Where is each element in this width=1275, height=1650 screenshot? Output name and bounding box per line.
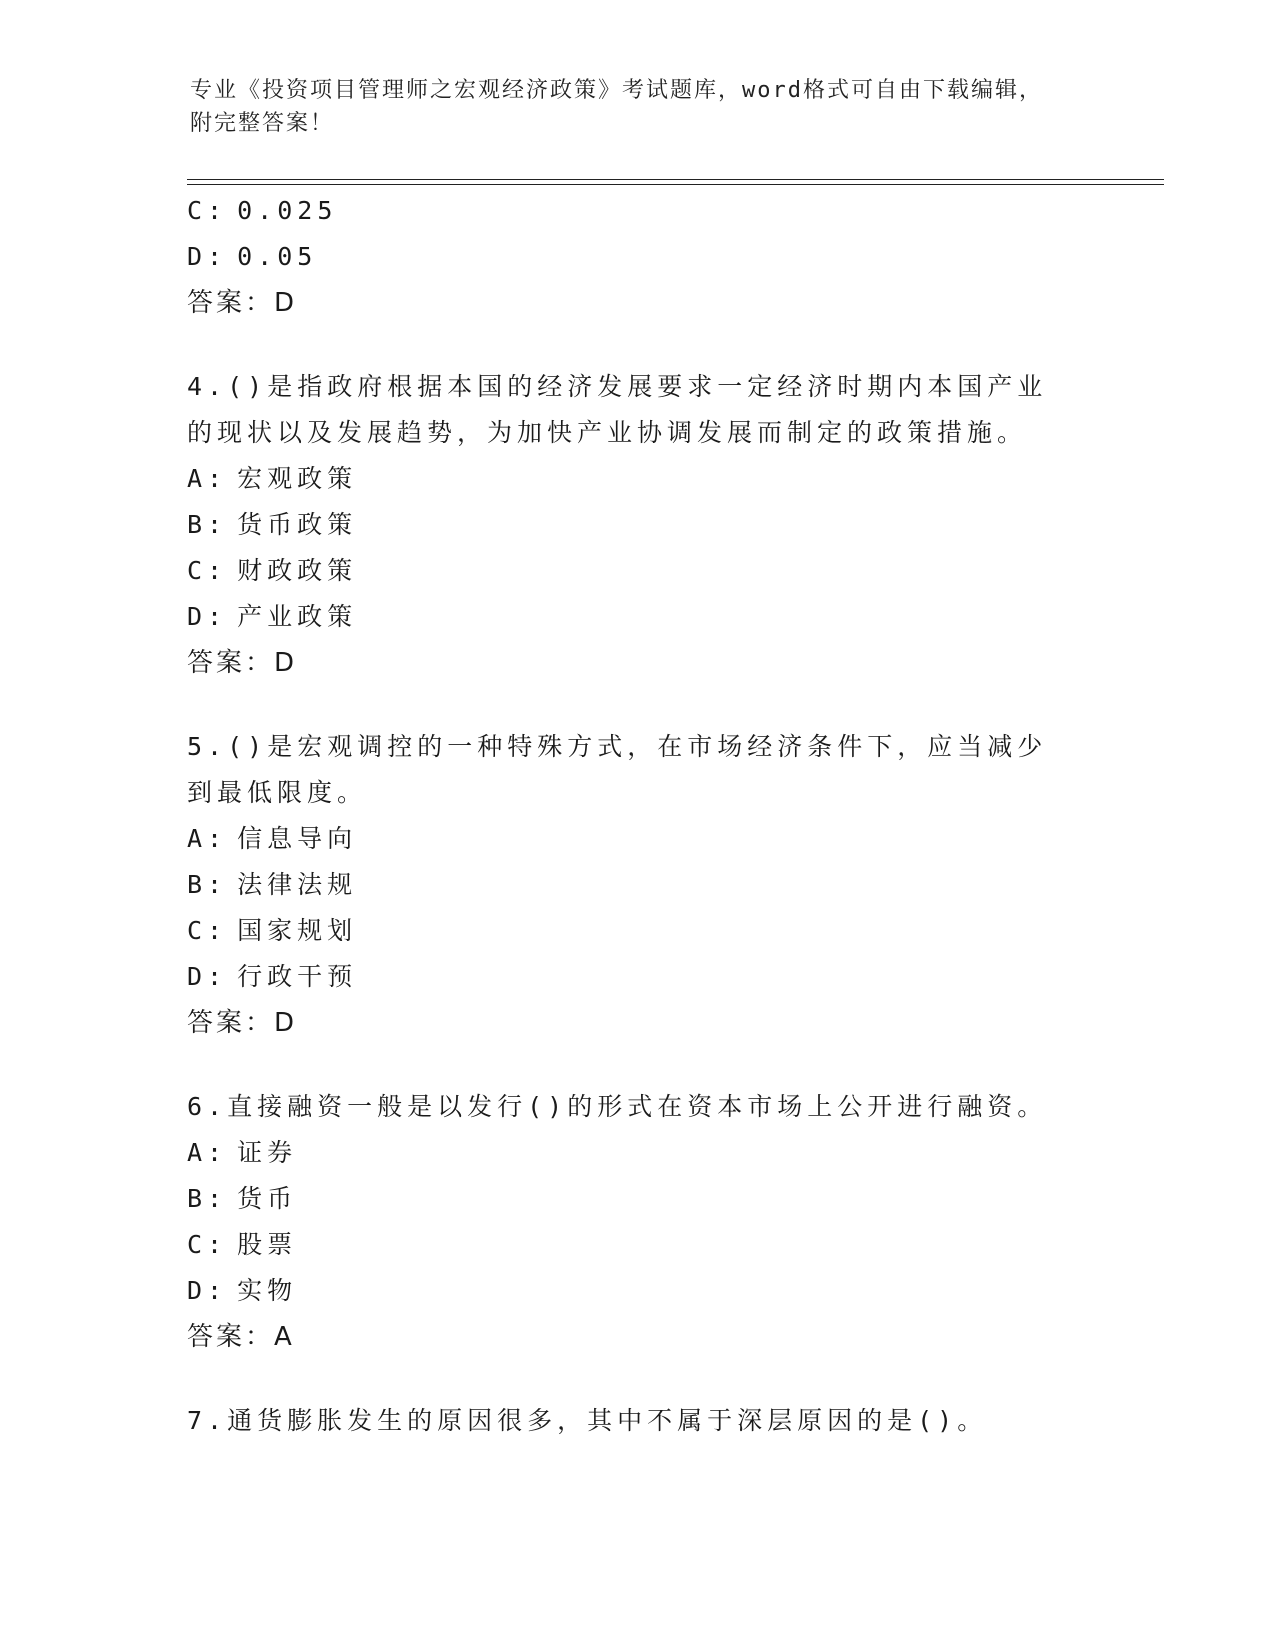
option-text: 产业政策 xyxy=(237,602,358,631)
option-d xyxy=(187,594,1077,640)
question-text: 7.通货膨胀发生的原因很多，其中不属于深层原因的是()。 xyxy=(187,1406,988,1435)
option-text: 国家规划 xyxy=(237,916,358,945)
option-c xyxy=(187,548,1077,594)
header-divider-bottom xyxy=(187,184,1164,185)
option-text: 证券 xyxy=(237,1138,298,1167)
answer-line: 答案：D xyxy=(187,1008,298,1038)
answer-line: 答案：A xyxy=(187,1322,295,1352)
option-letter: B: xyxy=(187,510,228,539)
option-letter: D: xyxy=(187,1276,228,1305)
option-letter: D: xyxy=(187,242,228,271)
option-text: 0.05 xyxy=(237,242,318,271)
option-text: 股票 xyxy=(237,1230,298,1259)
option-a xyxy=(187,456,1077,502)
option-letter: C: xyxy=(187,1230,228,1259)
option-a xyxy=(187,1130,1077,1176)
header-divider-top xyxy=(187,179,1164,180)
answer-line: 答案：D xyxy=(187,648,298,678)
option-text: 行政干预 xyxy=(237,962,358,991)
option-text: 宏观政策 xyxy=(237,464,358,493)
option-letter: D: xyxy=(187,602,228,631)
option-b xyxy=(187,502,1077,548)
option-letter: A: xyxy=(187,1138,228,1167)
document-header xyxy=(190,74,1090,140)
option-text: 货币政策 xyxy=(237,510,358,539)
option-text: 实物 xyxy=(237,1276,298,1305)
option-letter: A: xyxy=(187,824,228,853)
option-letter: C: xyxy=(187,556,228,585)
option-c xyxy=(187,188,1077,234)
option-d xyxy=(187,954,1077,1000)
question-text: 4.()是指政府根据本国的经济发展要求一定经济时期内本国产业的现状以及发展趋势，为加快产业协调发展而制定的政策措施。 xyxy=(187,372,1048,447)
option-a xyxy=(187,816,1077,862)
question-text: 5.()是宏观调控的一种特殊方式，在市场经济条件下，应当减少到最低限度。 xyxy=(187,732,1048,807)
option-d xyxy=(187,234,1077,280)
option-letter: A: xyxy=(187,464,228,493)
option-text: 法律法规 xyxy=(237,870,358,899)
header-line-1: 专业《投资项目管理师之宏观经济政策》考试题库，word格式可自由下载编辑， xyxy=(190,78,1043,103)
question-list xyxy=(187,188,1077,1444)
option-text: 财政政策 xyxy=(237,556,358,585)
option-letter: B: xyxy=(187,1184,228,1213)
option-b xyxy=(187,862,1077,908)
option-d xyxy=(187,1268,1077,1314)
answer-line: 答案：D xyxy=(187,288,298,318)
question-text: 6.直接融资一般是以发行()的形式在资本市场上公开进行融资。 xyxy=(187,1092,1048,1121)
option-c xyxy=(187,908,1077,954)
option-letter: C: xyxy=(187,196,228,225)
option-letter: D: xyxy=(187,962,228,991)
option-b xyxy=(187,1176,1077,1222)
option-text: 货币 xyxy=(237,1184,298,1213)
option-letter: B: xyxy=(187,870,228,899)
option-text: 0.025 xyxy=(237,196,338,225)
option-text: 信息导向 xyxy=(237,824,358,853)
option-c xyxy=(187,1222,1077,1268)
header-line-2: 附完整答案！ xyxy=(190,111,335,136)
option-letter: C: xyxy=(187,916,228,945)
